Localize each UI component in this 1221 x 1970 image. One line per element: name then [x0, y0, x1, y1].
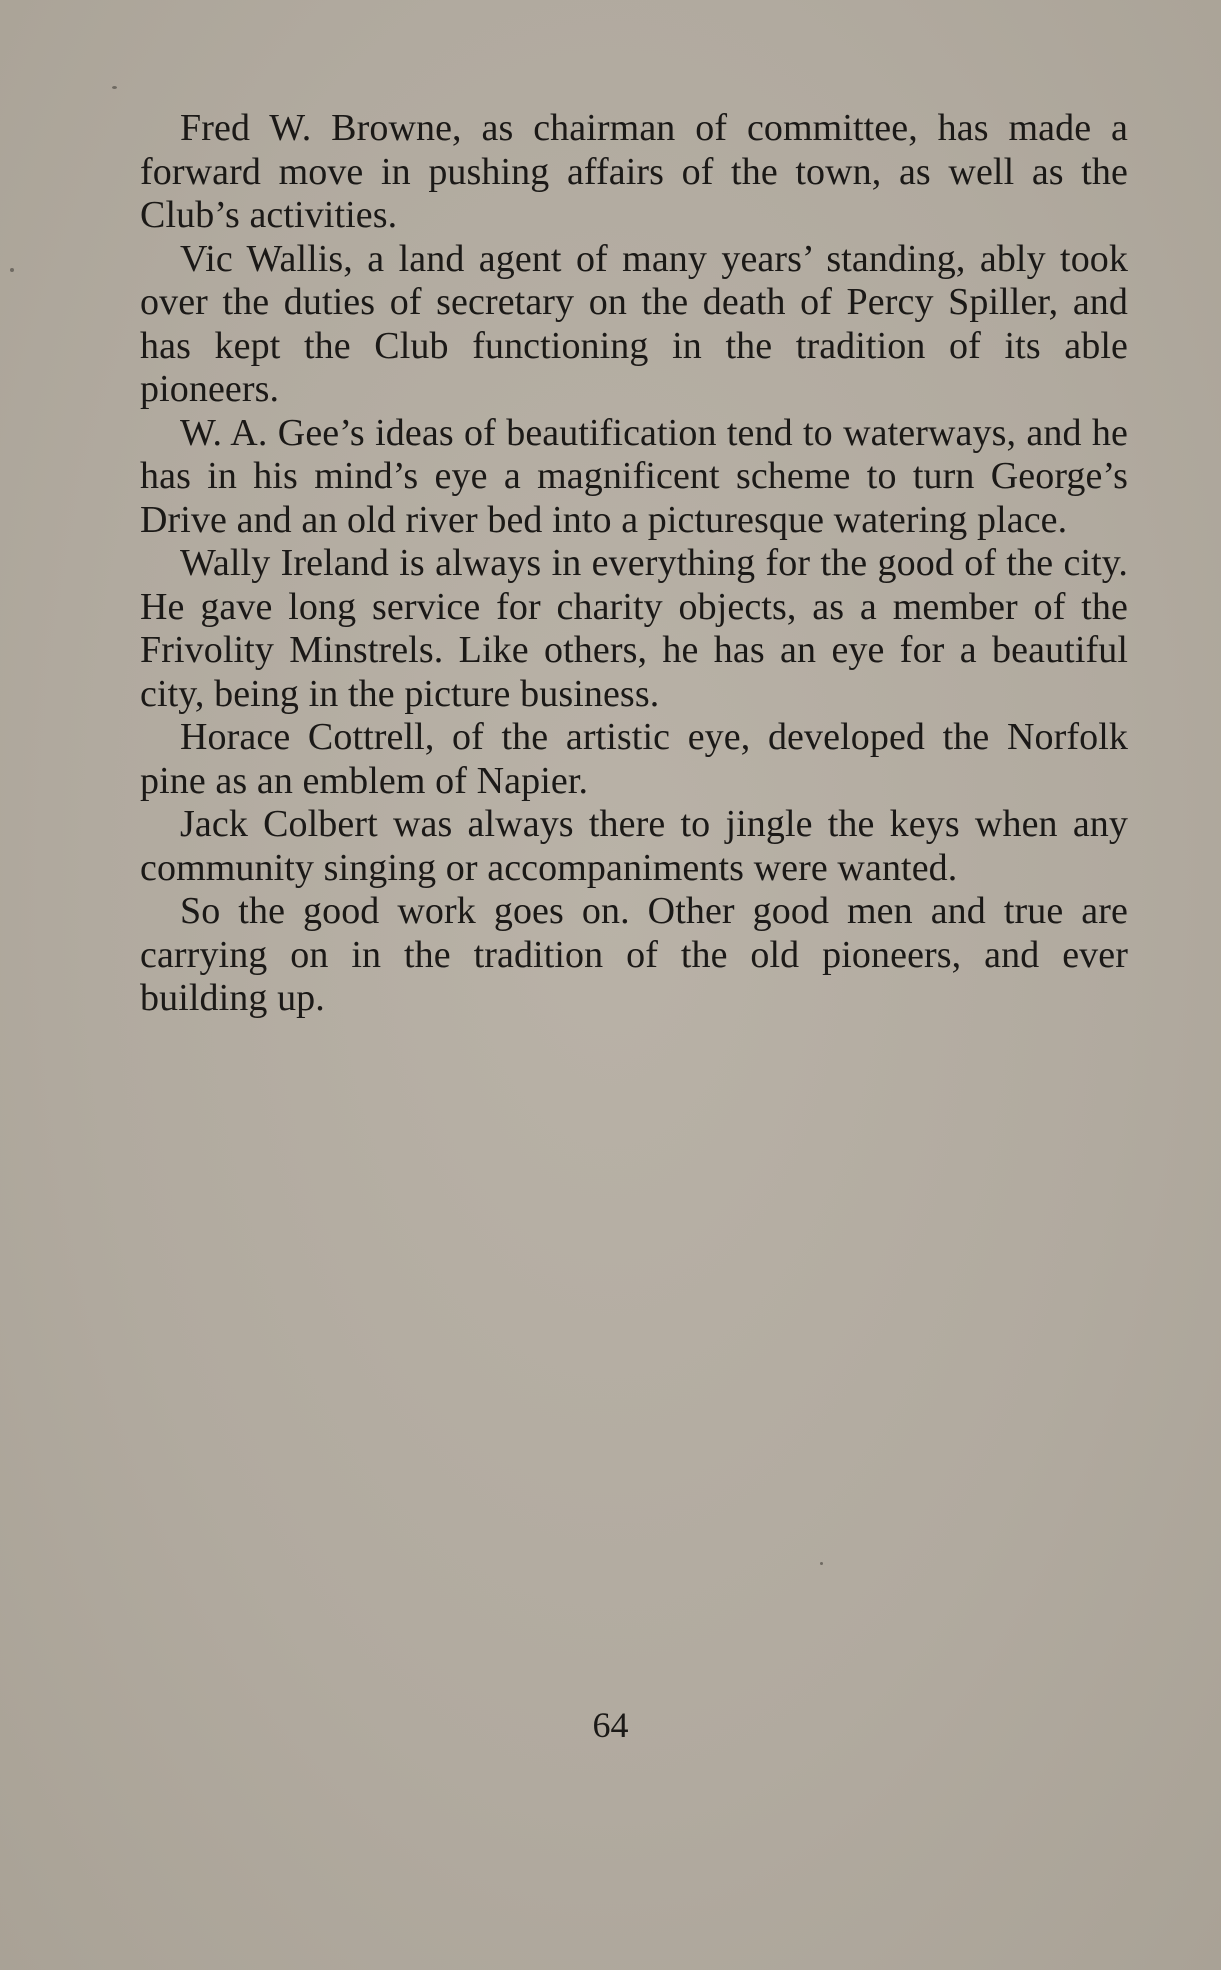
paragraph-wa-gee: W. A. Gee’s ideas of beautification tend to waterways, and he has in his mind’s eye a magnificent scheme to turn George’s Drive and an old river bed into a picturesque watering place. [140, 411, 1128, 541]
paragraph-vic-wallis: Vic Wallis, a land agent of many years’ standing, ably took over the duties of secretary on the death of Percy Spiller, and has kept the Club functioning in the tradition of its able pioneers. [140, 237, 1128, 410]
paper-speck [10, 268, 14, 272]
page-number: 64 [592, 1705, 629, 1745]
paper-speck [112, 86, 117, 89]
paragraph-fred-browne: Fred W. Browne, as chairman of committee, has made a forward move in pushing affairs of the town, as well as the Club’s activities. [140, 107, 1128, 236]
body-text [140, 107, 1128, 1021]
paper-speck [820, 1562, 823, 1565]
paragraph-wally-ireland: Wally Ireland is always in everything for the good of the city. He gave long service for charity objects, as a member of the Frivolity Minstrels. Like others, he has an eye for a beautiful city, being in the picture business. [140, 542, 1128, 715]
paragraph-horace-cottrell: Horace Cottrell, of the artistic eye, developed the Norfolk pine as an emblem of Napier. [140, 716, 1128, 802]
paragraph-closing: So the good work goes on. Other good men and true are carrying on in the tradition of the old pioneers, and ever building up. [140, 890, 1128, 1019]
paragraph-jack-colbert: Jack Colbert was always there to jingle the keys when any community singing or accompaniments were wanted. [140, 803, 1128, 889]
